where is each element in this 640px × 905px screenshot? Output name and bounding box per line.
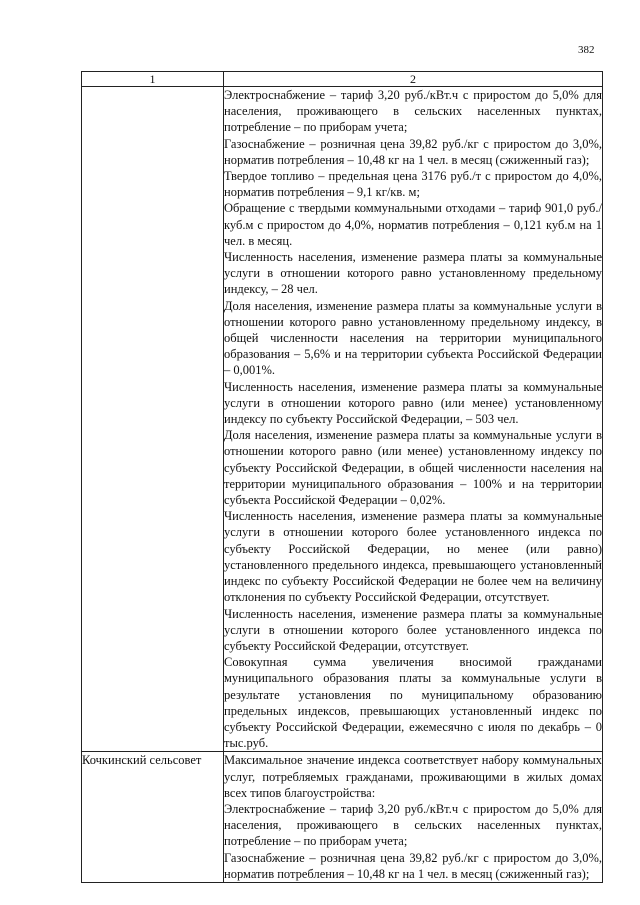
table-row — [82, 752, 603, 883]
paragraph: Максимальное значение индекса соответствует набору коммунальных услуг, потребляемых гражданами, проживающими в жилых домах всех типов благоустройства: — [224, 753, 602, 800]
paragraph: Численность населения, изменение размера платы за коммунальные услуги в отношении которого равно (или менее) установленному индексу по субъекту Российской Федерации, – 503 чел. — [224, 379, 602, 427]
row-label-cell — [82, 752, 224, 883]
paragraph: Доля населения, изменение размера платы за коммунальные услуги в отношении которого равно установленному предельному индексу, в общей численности населения на территории муниципального образования – 5,6% и на территории субъекта Российской Федерации – 0,001%. — [224, 298, 602, 378]
page-number: 382 — [578, 44, 595, 56]
paragraph: Электроснабжение – тариф 3,20 руб./кВт.ч с приростом до 5,0% для населения, проживающего в сельских населенных пунктах, потребление – по приборам учета; — [224, 801, 602, 849]
data-table — [81, 71, 603, 883]
paragraph: Численность населения, изменение размера платы за коммунальные услуги в отношении которого равно установленному предельному индексу, – 28 чел. — [224, 250, 602, 297]
paragraph: Численность населения, изменение размера платы за коммунальные услуги в отношении которого более установленного индекса по субъекту Российской Федерации, но менее (или равно) установленного предельного индекса, превышающего установленный индекс по субъекту Российской Федерации не более чем на величину отклонения по субъекту Российской Федерации, отсутствует. — [224, 509, 602, 605]
paragraph: Электроснабжение – тариф 3,20 руб./кВт.ч с приростом до 5,0% для населения, проживающего в сельских населенных пунктах, потребление – по приборам учета; — [224, 88, 602, 135]
paragraph: Совокупная сумма увеличения вносимой гражданами муниципального образования платы за коммунальные услуги в результате установления по муниципальному образованию предельных индексов, превышающих установленный индекс по субъекту Российской Федерации, ежемесячно с июля по декабрь – 0 тыс.руб. — [224, 655, 602, 751]
table-row — [82, 87, 603, 752]
paragraph: Доля населения, изменение размера платы за коммунальные услуги в отношении которого равно (или менее) установленному индексу по субъекту Российской Федерации, в общей численности населения на территории муниципального образования – 100% и на территории субъекта Российской Федерации – 0,02%. — [224, 428, 602, 508]
paragraph: Численность населения, изменение размера платы за коммунальные услуги в отношении которого более установленного индекса по субъекту Российской Федерации, отсутствует. — [224, 606, 602, 653]
column-header-2: 2 — [224, 72, 603, 87]
column-header-1: 1 — [82, 72, 224, 87]
paragraph: Газоснабжение – розничная цена 39,82 руб./кг с приростом до 3,0%, норматив потребления – 10,48 кг на 1 чел. в месяц (сжиженный газ); — [224, 850, 602, 881]
table-header-row — [82, 72, 603, 87]
paragraph: Обращение с твердыми коммунальными отходами – тариф 901,0 руб./куб.м с приростом до 4,0%, норматив потребления – 0,121 куб.м на 1 чел. в месяц. — [224, 201, 602, 248]
row-content-cell — [224, 752, 603, 883]
row-label: Кочкинский сельсовет — [82, 753, 202, 768]
paragraph: Газоснабжение – розничная цена 39,82 руб./кг с приростом до 3,0%, норматив потребления – 10,48 кг на 1 чел. в месяц (сжиженный газ); — [224, 136, 602, 167]
row-label-cell — [82, 87, 224, 752]
row-content-cell — [224, 87, 603, 752]
paragraph: Твердое топливо – предельная цена 3176 руб./т с приростом до 4,0%, норматив потребления – 9,1 кг/кв. м; — [224, 169, 602, 200]
